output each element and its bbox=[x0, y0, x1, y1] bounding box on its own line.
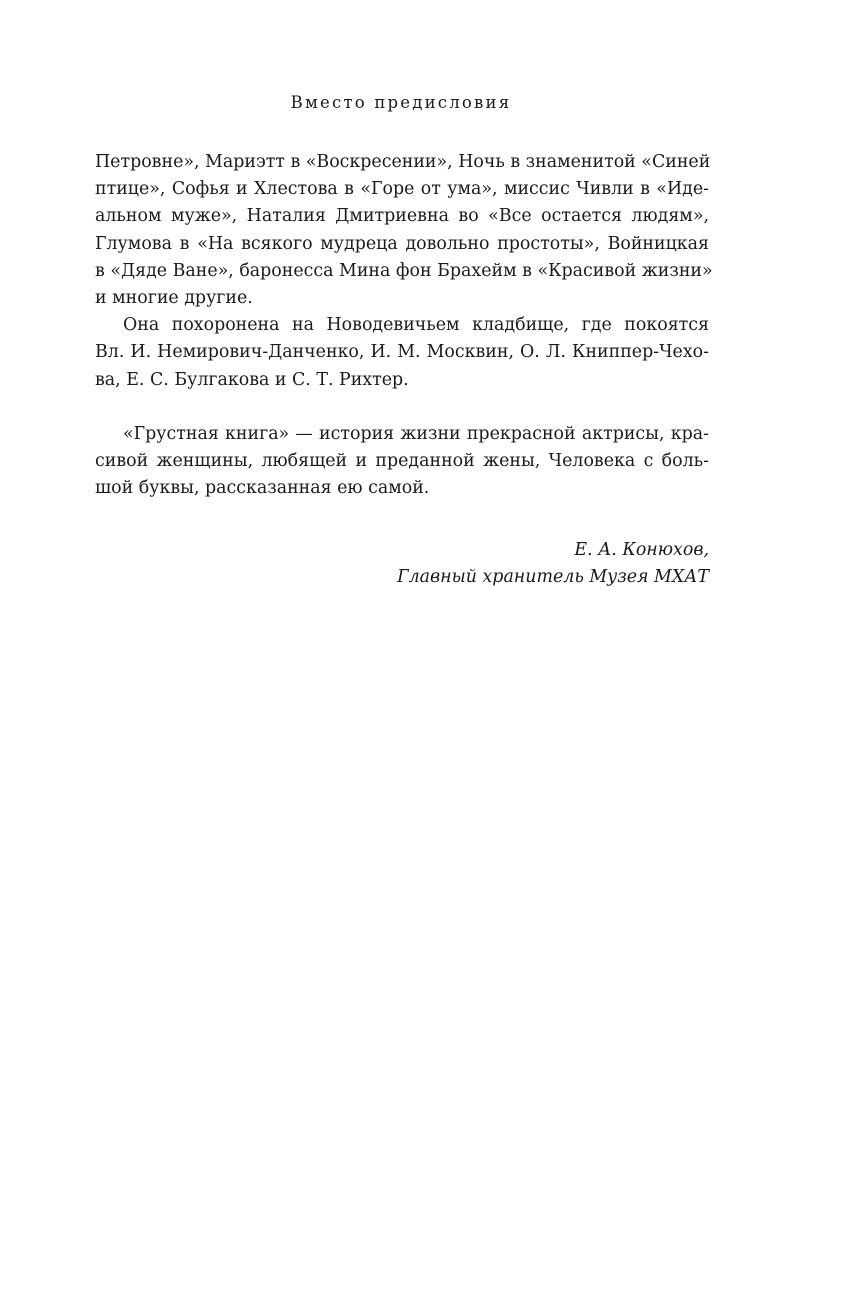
paragraph-book-summary bbox=[95, 421, 709, 503]
signature-name: Е. А. Конюхов, bbox=[574, 540, 709, 560]
paragraph-roles bbox=[95, 149, 713, 312]
text-line: Она похоронена на Новодевичьем кладбище, где покоятся bbox=[123, 315, 709, 336]
text-line: птице», Софья и Хлестова в «Горе от ума», миссис Чивли в «Иде- bbox=[95, 179, 709, 200]
text-line: сивой женщины, любящей и преданной жены, Человека с боль- bbox=[95, 451, 709, 472]
body-text bbox=[95, 149, 713, 502]
text-line: Глумова в «На всякого мудреца довольно простоты», Войницкая bbox=[95, 233, 709, 254]
text-line: в «Дяде Ване», баронесса Мина фон Брахейм в «Красивой жизни» bbox=[95, 260, 713, 281]
signature bbox=[95, 537, 709, 591]
text-line: «Грустная книга» — история жизни прекрасной актрисы, кра- bbox=[123, 423, 709, 444]
running-head: Вместо предисловия bbox=[290, 93, 512, 112]
text-line: Петровне», Мариэтт в «Воскресении», Ночь в знаменитой «Синей bbox=[95, 152, 711, 172]
text-line: Вл. И. Немирович-Данченко, И. М. Москвин, О. Л. Книппер-Чехо- bbox=[95, 342, 709, 363]
text-line: шой буквы, рассказанная ею самой. bbox=[95, 478, 430, 499]
text-line: альном муже», Наталия Дмитриевна во «Все остается людям», bbox=[95, 206, 709, 227]
text-line: ва, Е. С. Булгакова и С. Т. Рихтер. bbox=[95, 369, 409, 390]
paragraph-gap bbox=[95, 394, 709, 421]
signature-title: Главный хранитель Музея МХАТ bbox=[397, 567, 709, 588]
text-line: и многие другие. bbox=[95, 287, 253, 308]
paragraph-burial bbox=[95, 312, 709, 394]
